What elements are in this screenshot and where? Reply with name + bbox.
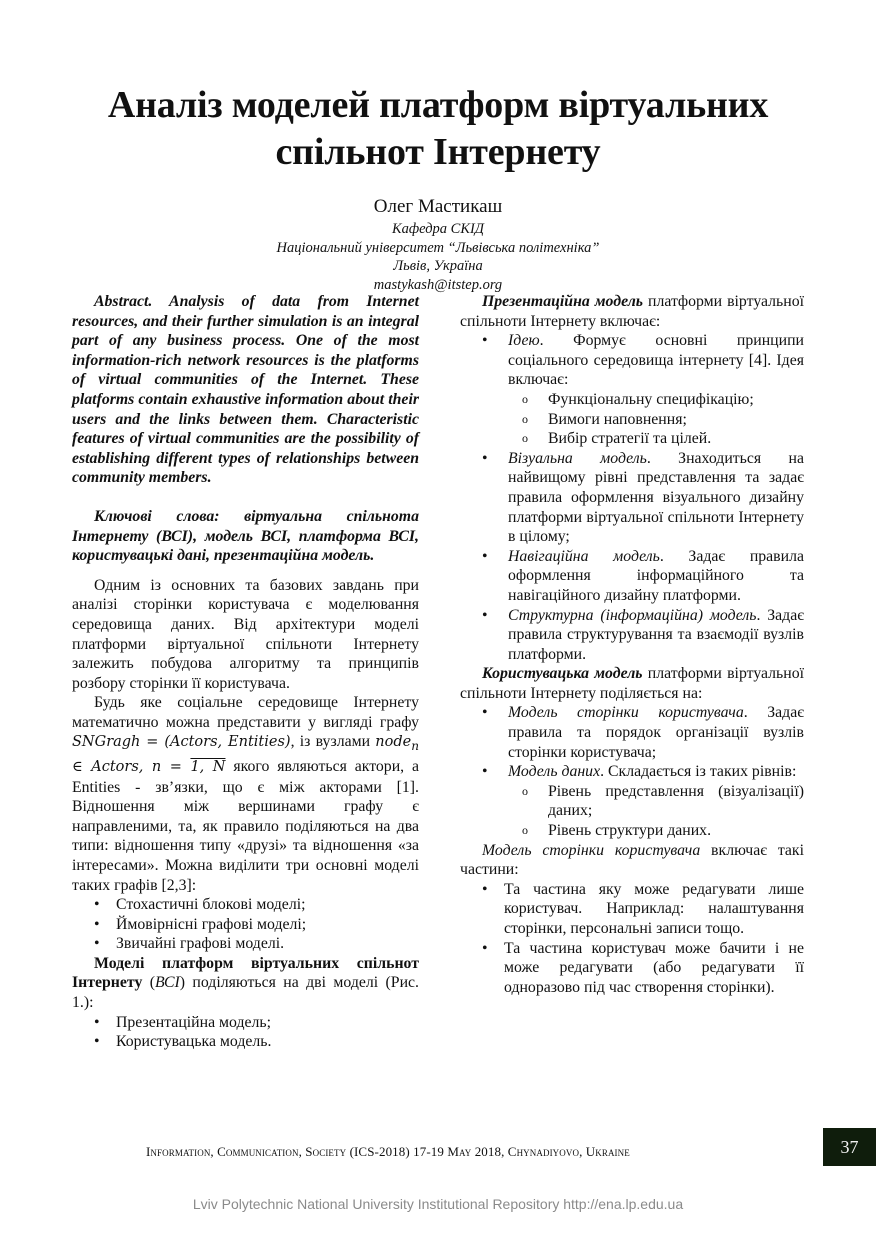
paragraph-graph: Будь яке соціальне середовище Інтернету математично можна представити у вигляді графу SNGragh = (Actors, Entities), із вузлами node$_n$ ∈ Actors, n = 1, N якого являються актори, а Entities - зв’язки, що є між акторами [1]. Відношення між вершинами графу є направленими, та, як правило поділяються на два типи: відношення типу «друзі» та відношення «за інтересами». Можна виділити три основні моделі таких графів [2,3]: (72, 694, 419, 894)
email[interactable]: mastykash@itstep.org (373, 276, 503, 293)
list-item: o Вибір стратегії та цілей. (522, 430, 712, 448)
bullet-icon: • (94, 1013, 100, 1031)
data-levels-sublist (508, 782, 804, 841)
abstract: Abstract. Analysis of data from Internet resources, and their further simulation is an integral part of any business process. One of the most information-rich network resources is the platforms of virtual communities of the Internet. These platforms contain exhaustive information about their users and the links between them. Characteristic features of virtual communities are the possibility of establishing different types of relationships between community members. (72, 293, 419, 487)
paragraph-page-parts: Модель сторінки користувача включає такі частини: (460, 841, 804, 879)
list-item: • Структурна (інформаційна) модель. Задає правила структурування та взаємодії вузлів платформи. (482, 606, 804, 663)
conference-footer: Information, Communication, Society (ICS-2018) 17-19 May 2018, Chynadiyovo, Ukraine (146, 1144, 630, 1159)
title-line-1: Аналіз моделей платформ віртуальних (107, 84, 769, 126)
bullet-icon: • (482, 606, 488, 624)
list-item: • Ідею. Формує основні принципи соціального середовища інтернету [4]. Ідея включає: o Функціональну специфікацію; o Вимоги наповнення; o Вибір стратегії та цілей. (482, 332, 804, 448)
author-name: Олег Мастикаш (373, 196, 503, 217)
bullet-icon: • (94, 915, 100, 933)
right-column (460, 292, 804, 997)
affiliation (0, 220, 876, 294)
page-parts-list (460, 880, 804, 998)
formula-node: node$_n$ ∈ Actors, n = 1, N (72, 734, 419, 775)
repository-watermark: Lviv Polytechnic National University Institutional Repository http://ena.lp.edu.ua (192, 1196, 684, 1212)
bullet-icon: • (482, 880, 488, 898)
list-item: • Презентаційна модель; (94, 1013, 271, 1031)
list-item: • Та частина яку може редагувати лише користувач. Наприклад: налаштування сторінки, персональні записи тощо. (482, 880, 804, 937)
platform-models-list (72, 1013, 419, 1052)
list-item: • Звичайні графові моделі. (94, 935, 285, 953)
circle-bullet-icon: o (522, 823, 528, 838)
formula-sngraph: SNGragh = (Actors, Entities) (72, 734, 291, 751)
circle-bullet-icon: o (522, 391, 528, 406)
circle-bullet-icon: o (522, 783, 528, 798)
bullet-icon: • (482, 939, 488, 957)
bullet-icon: • (482, 763, 488, 781)
location: Львів, Україна (393, 258, 483, 274)
bullet-icon: • (482, 332, 488, 350)
list-item: • Ймовірнісні графові моделі; (94, 915, 307, 933)
list-item: o Функціональну специфікацію; (522, 390, 754, 408)
bullet-icon: • (482, 547, 488, 565)
bullet-icon: • (94, 1033, 100, 1051)
department: Кафедра СКІД (391, 221, 485, 237)
list-item: • Візуальна модель. Знаходиться на найвищому рівні представлення та задає правила оформлення візуального дизайну платформи віртуальної спільноти Інтернету в цілому; (482, 449, 804, 546)
circle-bullet-icon: o (522, 411, 528, 426)
list-item: o Рівень представлення (візуалізації) даних; (522, 782, 804, 820)
paragraph-user-model: Користувацька модель платформи віртуальної спільноти Інтернету поділяється на: (460, 665, 804, 702)
list-item: • Користувацька модель. (94, 1033, 272, 1051)
graph-models-list (72, 895, 419, 954)
left-column (72, 292, 419, 1052)
list-item: • Модель даних. Складається із таких рівнів: o Рівень представлення (візуалізації) даних; o Рівень структури даних. (482, 763, 804, 840)
bullet-icon: • (94, 896, 100, 914)
user-model-list (460, 703, 804, 840)
paragraph-presentation-model: Презентаційна модель платформи віртуальної спільноти Інтернету включає: (460, 293, 804, 330)
list-item: o Рівень структури даних. (522, 822, 712, 840)
bullet-icon: • (94, 935, 100, 953)
circle-bullet-icon: o (522, 431, 528, 446)
list-item: o Вимоги наповнення; (522, 410, 687, 428)
paper-title (0, 82, 876, 176)
bullet-icon: • (482, 449, 488, 467)
list-item: • Та частина користувач може бачити і не може редагувати (або редагувати її одноразово під час створення сторінки). (482, 939, 804, 996)
keywords: Ключові слова: віртуальна спільнота Інтернету (ВСІ), модель ВСІ, платформа ВСІ, користувацькі дані, презентаційна модель. (72, 507, 419, 565)
university: Національний університет “Львівська політехніка” (276, 239, 600, 256)
list-item: • Стохастичні блокові моделі; (94, 896, 306, 914)
paragraph-platform-models: Моделі платформ віртуальних спільнот Інтернету (ВСІ) поділяються на дві моделі (Рис. 1.): (72, 954, 419, 1012)
bullet-icon: • (482, 704, 488, 722)
title-line-2: спільнот Інтернету (275, 131, 601, 173)
paragraph-intro: Одним із основних та базових завдань при аналізі сторінки користувача є моделювання середовища даних. Від архітектури моделі платформи віртуальної спільноти Інтернету залежить побудова алгоритму та принципів розбору сторінки її користувача. (72, 576, 419, 692)
list-item: • Навігаційна модель. Задає правила оформлення інформаційного та навігаційного дизайну платформи. (482, 547, 804, 604)
presentation-model-list (460, 331, 804, 664)
idea-sublist (508, 390, 804, 449)
page-number: 37 (823, 1128, 876, 1166)
list-item: • Модель сторінки користувача. Задає правила та порядок організації вузлів сторінки користувача; (482, 704, 804, 761)
